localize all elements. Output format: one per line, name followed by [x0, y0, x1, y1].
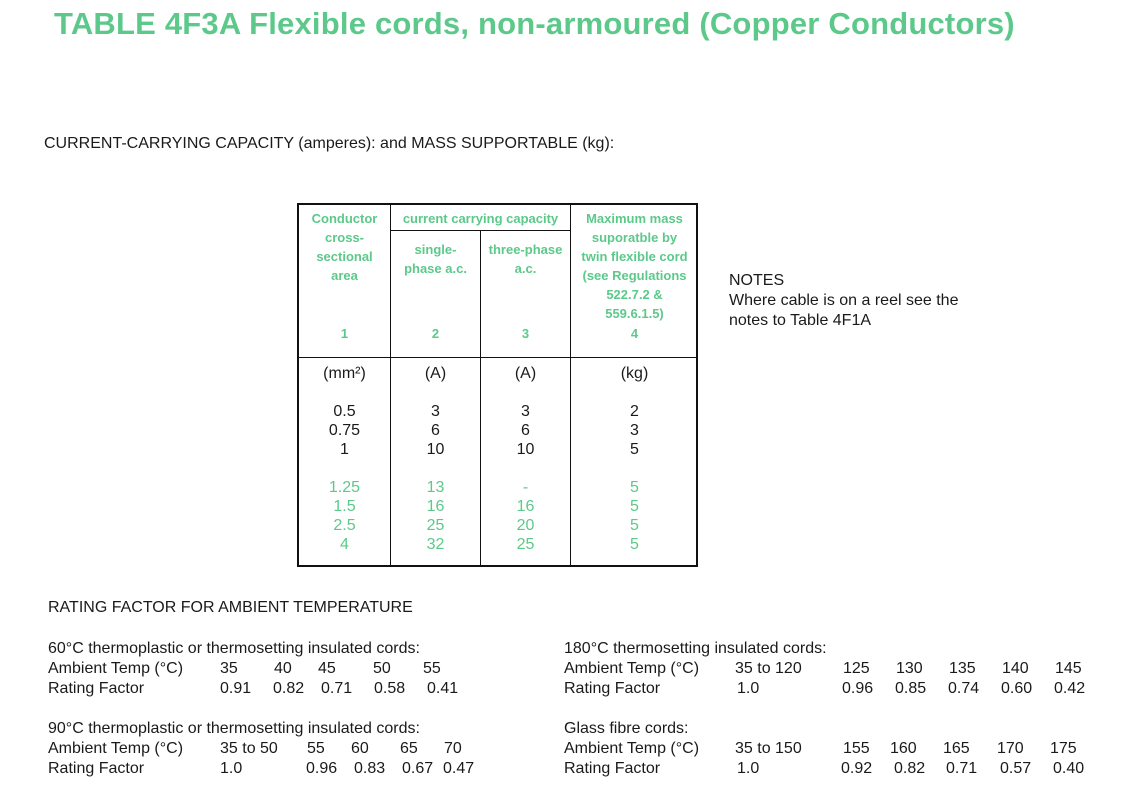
rating-block-60c [48, 639, 528, 699]
cell-value: 0.5 [333, 403, 356, 420]
cell-value: 16 [516, 498, 535, 515]
ambient-temp-row: Ambient Temp (°C) 35 40 45 50 55 [48, 660, 441, 677]
row-label: Ambient Temp (°C) [564, 660, 700, 677]
row-label: Rating Factor [48, 680, 145, 697]
capacity-table [297, 203, 698, 567]
cell-value: 1 [340, 441, 349, 458]
cell-value: 5 [630, 536, 639, 553]
rating-factor-row: Rating Factor 1.0 0.96 0.85 0.74 0.60 0.42 [564, 680, 1086, 697]
rating-factor-row: Rating Factor 1.0 0.92 0.82 0.71 0.57 0.40 [564, 760, 1085, 777]
rating-factor-row: Rating Factor 0.91 0.82 0.71 0.58 0.41 [48, 680, 459, 697]
page-title: TABLE 4F3A Flexible cords, non-armoured (Copper Conductors) [54, 6, 1015, 41]
cell-value: 16 [426, 498, 445, 515]
header-max-mass: Maximum mass suporatble by twin flexible cord (see Regulations 522.7.2 & 559.6.1.5) [581, 211, 688, 321]
cell-value: 5 [630, 441, 639, 458]
header-conductor-area: Conductor cross- sectional area [311, 211, 378, 283]
cell-value: 32 [426, 536, 445, 553]
header-rule [299, 357, 696, 358]
column-single-phase-values [391, 364, 480, 554]
cell-value: 13 [426, 479, 445, 496]
header-current-capacity: current carrying capacity [402, 211, 559, 226]
column-mass-values [571, 364, 698, 554]
cell-value: 25 [516, 536, 535, 553]
cell-value: - [522, 479, 529, 496]
cell-value: 25 [426, 517, 445, 534]
notes-heading: NOTES [729, 272, 785, 289]
rating-block-90c [48, 719, 528, 779]
cell-value: 2.5 [333, 517, 356, 534]
row-label: Ambient Temp (°C) [48, 660, 184, 677]
cell-value: 20 [516, 517, 535, 534]
cell-value: 5 [630, 517, 639, 534]
cell-value: 6 [431, 422, 440, 439]
row-label: Rating Factor [564, 760, 661, 777]
row-label: Ambient Temp (°C) [48, 740, 184, 757]
rating-block-glass-fibre [564, 719, 1104, 779]
cell-value: 5 [630, 479, 639, 496]
notes-line: notes to Table 4F1A [729, 312, 872, 329]
rating-block-180c [564, 639, 1104, 699]
rating-factor-row: Rating Factor 1.0 0.96 0.83 0.67 0.47 [48, 760, 475, 777]
cell-value: 2 [630, 403, 639, 420]
ambient-temp-row: Ambient Temp (°C) 35 to 150 155 160 165 170 175 [564, 740, 1077, 757]
cell-value: 3 [431, 403, 440, 420]
column-number: 3 [521, 326, 530, 341]
unit-label: (A) [514, 365, 537, 382]
unit-label: (mm²) [323, 365, 366, 382]
rating-block-title: 90°C thermoplastic or thermosetting insulated cords: [48, 720, 420, 737]
cell-value: 1.25 [328, 479, 361, 496]
row-label: Rating Factor [48, 760, 145, 777]
cell-value: 3 [630, 422, 639, 439]
header-single-phase: single- phase a.c. [404, 242, 467, 276]
row-label: Rating Factor [564, 680, 661, 697]
cell-value: 10 [516, 441, 535, 458]
row-label: Ambient Temp (°C) [564, 740, 700, 757]
notes-section [729, 271, 958, 331]
column-number: 4 [630, 326, 639, 341]
cell-value: 5 [630, 498, 639, 515]
cell-value: 4 [340, 536, 349, 553]
rating-block-title: 60°C thermoplastic or thermosetting insulated cords: [48, 640, 420, 657]
notes-line: Where cable is on a reel see the [729, 292, 959, 309]
rating-block-title: Glass fibre cords: [564, 720, 689, 737]
cell-value: 6 [521, 422, 530, 439]
column-number: 2 [431, 326, 440, 341]
ambient-temp-row: Ambient Temp (°C) 35 to 50 55 60 65 70 [48, 740, 462, 757]
cell-value: 0.75 [328, 422, 361, 439]
span-header-rule [390, 230, 571, 231]
cell-value: 10 [426, 441, 445, 458]
cell-value: 3 [521, 403, 530, 420]
unit-label: (kg) [620, 365, 649, 382]
header-three-phase: three-phase a.c. [488, 242, 563, 276]
column-three-phase-values [481, 364, 570, 554]
rating-block-title: 180°C thermosetting insulated cords: [564, 640, 827, 657]
column-area-values [299, 364, 390, 554]
unit-label: (A) [424, 365, 447, 382]
column-number: 1 [340, 326, 349, 341]
cell-value: 1.5 [333, 498, 356, 515]
ambient-temp-row: Ambient Temp (°C) 35 to 120 125 130 135 140 145 [564, 660, 1082, 677]
table-subtitle: CURRENT-CARRYING CAPACITY (amperes): and MASS SUPPORTABLE (kg): [44, 135, 615, 152]
rating-factor-heading: RATING FACTOR FOR AMBIENT TEMPERATURE [48, 599, 413, 616]
